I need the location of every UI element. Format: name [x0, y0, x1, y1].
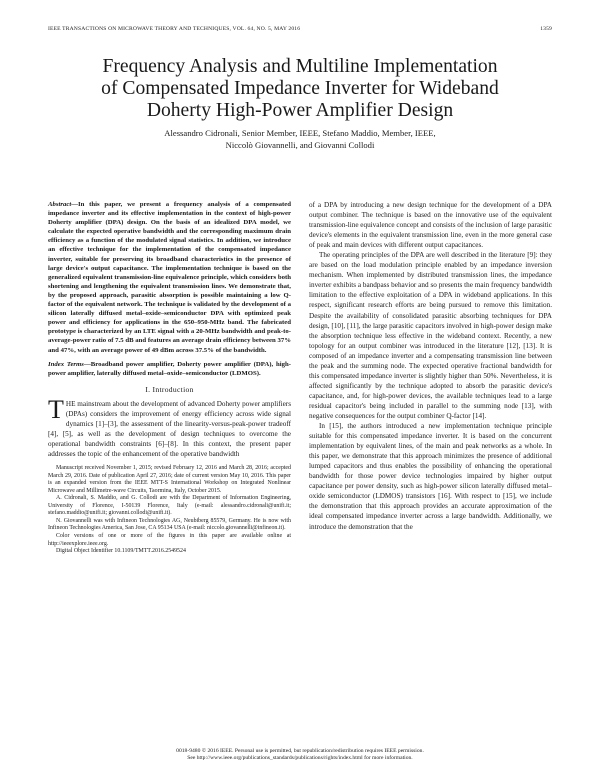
authors-line-2: Niccolò Giovannelli, and Giovanni Collodi	[225, 139, 375, 150]
title-line-1: Frequency Analysis and Multiline Implementation	[102, 56, 498, 77]
copyright-line-2: See http://www.ieee.org/publications_standards/publications/rights/index.html for more information.	[187, 755, 413, 762]
right-paragraph-1: of a DPA by introducing a new design technique for the development of a DPA output combiner. The technique is based on the innovative use of the equivalent transmission-line equivalence concept and consists of the inclusion of large parasitic device's elements in the equivalent transmission line, even in the more general case of peak and main devices with different output capacitances.	[309, 201, 552, 250]
abstract-text: —In this paper, we present a frequency analysis of a compensated impedance inverter and its effective implementation in the context of high-power Doherty amplifier (DPA) design. On the basis of an idealized DPA model, we calculate the expected operative bandwidth and the corresponding maximum drain efficiency as a function of the modulated signal statistics. In addition, we introduce an effective technique for the implementation of the compensated impedance inverter, suitable for preserving its broadband characteristics in the presence of large device's output capacitance. The implementation technique is based on the generalized equivalent transmission-line equivalence principle, which considers both shortening and lengthening the equivalent transmission lines. We demonstrate that, by the proposed approach, parasitic absorption is possible maintaining a low Q-factor of the equivalent network. The technique is validated by the development of a silicon laterally diffused metal–oxide–semiconductor DPA with optimized peak power and efficiency for applications in the 650–950-MHz band. The fabricated prototype is characterized by an LTE signal with a 20-MHz bandwidth and peak-to-average-power ratio of 7.5 dB and features an average drain efficiency between 37% and 47%, with an average power of 49 dBm across 37.5% of the bandwidth.	[48, 201, 292, 354]
index-terms-label: Index Terms	[48, 360, 84, 368]
section-heading: I. Introduction	[145, 384, 194, 394]
right-paragraph-2: The operating principles of the DPA are well described in the literature [9]: they are based on the load modulation principle enabled by an impedance inversion mechanism. When implemented by distributed transmission lines, the impedance inverter exhibits a bandpass behavior and so presents the main frequency bandwidth limitation to the effective exploitation of a DPA in wideband applications. In this respect, significant research efforts are being pursued to remove this limitation. Despite the availability of consolidated parasitic absorbing techniques for DPA design, [10], [11], the large parasitic capacitors involved in high-power design make the absorption technique less effective in the wideband context. Recently, a new topology for an output combiner was introduced in the literature [12], [13]. It is composed of an impedance inverter and a compensating transmission line between the peak and the summing node. The expected operative fractional bandwidth for this compensated impedance inverter is slightly higher than 50%. Nevertheless, it is affected significantly by the technique adopted to absorb the parasitic device's capacitance, and, for high-power devices, the available techniques lead to a large residual capacitor's being included in parallel to the summing node [13], with negative consequences for the output combiner Q-factor [14].	[309, 251, 552, 420]
abstract-label: Abstract	[48, 201, 72, 208]
drop-cap: T	[48, 394, 64, 424]
page-number: 1359	[540, 26, 552, 32]
intro-paragraph	[48, 394, 291, 459]
journal-header: IEEE TRANSACTIONS ON MICROWAVE THEORY AND TECHNIQUES, VOL. 64, NO. 5, MAY 2016	[48, 26, 301, 32]
index-terms	[48, 360, 291, 378]
title-line-2: of Compensated Impedance Inverter for Wideband	[101, 78, 499, 99]
abstract	[48, 200, 291, 355]
footnote-affiliation-1: A. Cidronali, S. Maddio, and G. Collodi are with the Department of Information Engineering, University of Florence, I-50139 Florence, Italy (e-mail: alessandro.cidronali@unifi.it; stefano.maddio@unifi.it; giovanni.collodi@unifi.it).	[48, 495, 291, 517]
paper-title	[40, 56, 560, 122]
copyright-line-1: 0018-9480 © 2016 IEEE. Personal use is permitted, but republication/redistribution requires IEEE permission.	[176, 748, 424, 754]
title-line-3: Doherty High-Power Amplifier Design	[146, 100, 454, 121]
right-column	[309, 200, 552, 532]
footnote-doi: Digital Object Identifier 10.1109/TMTT.2016.2549524	[56, 548, 186, 555]
intro-text: HE mainstream about the development of advanced Doherty power amplifiers (DPAs) considers the improvement of energy efficiency across wide signal dynamics [1]–[3], the assessment of the linearity-versus-peak-power tradeoff [4], [5], as well as the development of design techniques to overcome the operational bandwidth constraints [6]–[8]. In this context, the present paper addresses the topic of the enhancement of the operative bandwidth	[48, 399, 291, 459]
footnote-affiliation-2: N. Giovannelli was with Infineon Technologies AG, Neubiberg 85579, Germany. He is now with Infineon Technologies America, San Jose, CA 95134 USA (e-mail: niccolo.giovannelli@infineon.it).	[48, 517, 291, 532]
running-head	[48, 26, 552, 32]
copyright-notice	[48, 748, 552, 762]
right-paragraph-3: In [15], the authors introduced a new implementation technique principle suitable for this compensated impedance inverter. It is based on the concurrent implementation by equivalent lines, of the main and peak networks as a whole. In this paper, we demonstrate that this approach minimizes the presence of additional lumped capacitors and thus enables the possibility of enhancing the operational bandwidth for those power device technologies impaired by higher output capacitance per power density, such as high-power silicon laterally diffused metal–oxide semiconductor (LDMOS) transistors [16]. With respect to [15], we include the demonstration that this approach provides an accurate approximation of the ideal compensated impedance inverter across a large bandwidth. Additionally, we introduce the demonstration that the	[309, 422, 552, 531]
footnotes	[48, 465, 291, 556]
author-list	[60, 128, 540, 151]
index-terms-text: —Broadband power amplifier, Doherty power amplifier (DPA), high-power amplifier, laterally diffused metal–oxide–semiconductor (LDMOS).	[48, 360, 291, 377]
footnote-manuscript: Manuscript received November 1, 2015; revised February 12, 2016 and March 28, 2016; accepted March 29, 2016. Date of publication April 27, 2016; date of current version May 10, 2016. This paper is an expanded version from the IEEE MTT-S International Workshop on Integrated Nonlinear Microwave and Millimetre-wave Circuits, Taormina, Italy, October 2015.	[48, 465, 291, 494]
authors-line-1: Alessandro Cidronali, Senior Member, IEEE, Stefano Maddio, Member, IEEE,	[164, 128, 436, 138]
footnote-color: Color versions of one or more of the figures in this paper are available online at http://ieeexplore.ieee.org.	[48, 533, 291, 547]
left-column	[48, 200, 291, 556]
